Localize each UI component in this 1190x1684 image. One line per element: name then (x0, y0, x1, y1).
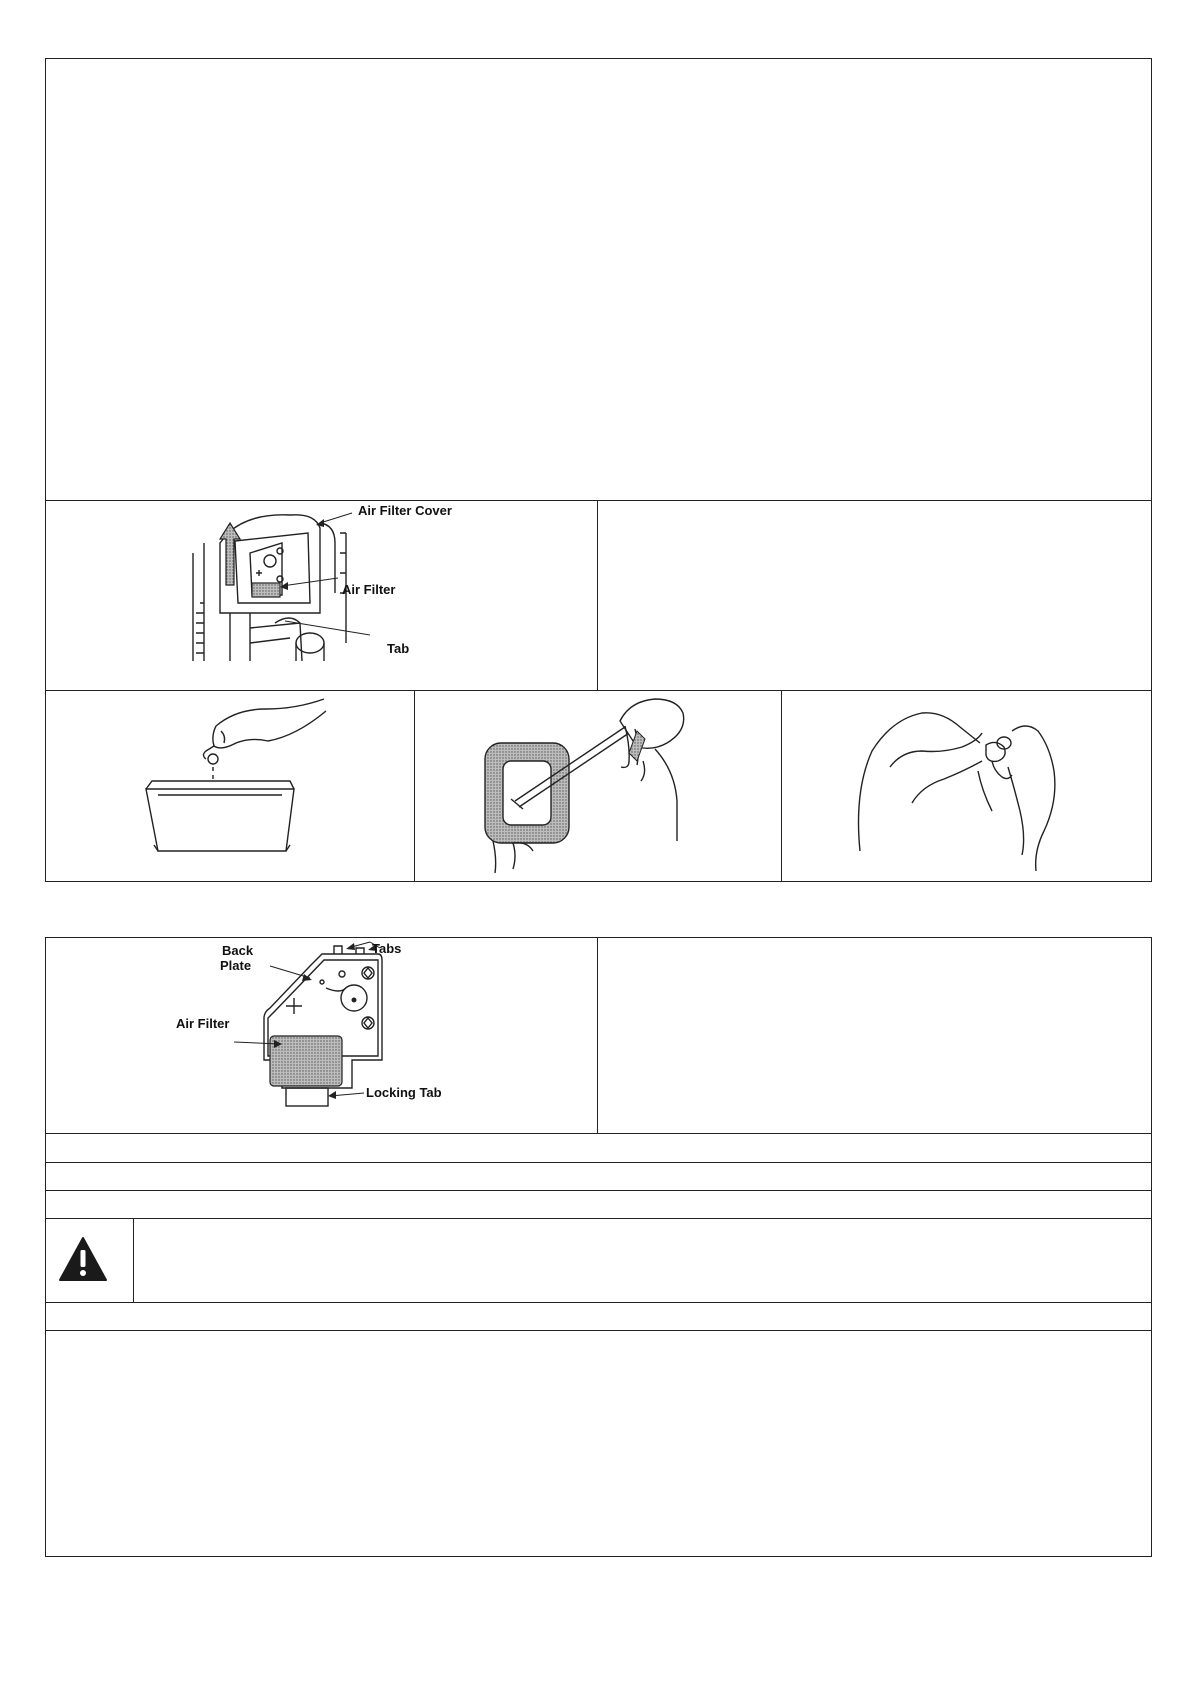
tabs-label: Tabs (372, 941, 402, 956)
step-figure-3 (782, 691, 1151, 881)
step-figure-2 (415, 691, 781, 881)
divider (45, 500, 1152, 501)
divider (597, 937, 598, 1133)
warning-triangle-icon (58, 1236, 108, 1282)
divider (597, 500, 598, 690)
air-filter-label: Air Filter (176, 1016, 230, 1031)
divider (45, 1218, 1152, 1219)
divider (45, 1302, 1152, 1303)
divider (45, 1190, 1152, 1191)
foam-filter-cleaning-illustration (415, 691, 781, 881)
tab-label: Tab (387, 641, 410, 656)
plate-label: Plate (220, 958, 252, 973)
divider (45, 1162, 1152, 1163)
locking-tab-label: Locking Tab (366, 1085, 442, 1100)
back-label: Back (222, 943, 254, 958)
divider (45, 1133, 1152, 1134)
back-plate-figure (170, 938, 470, 1128)
air-filter-cover-label: Air Filter Cover (358, 503, 452, 518)
warning-icon-cell (46, 1219, 133, 1302)
top-text-area (46, 59, 1151, 500)
air-filter-label: Air Filter (342, 582, 396, 597)
step-figure-1 (46, 691, 414, 881)
hands-squeezing-illustration (782, 691, 1151, 881)
air-filter-cover-illustration (190, 503, 460, 665)
divider (133, 1218, 134, 1302)
divider (45, 1330, 1152, 1331)
air-filter-cover-figure (190, 503, 460, 665)
oil-drip-pan-illustration (46, 691, 414, 881)
